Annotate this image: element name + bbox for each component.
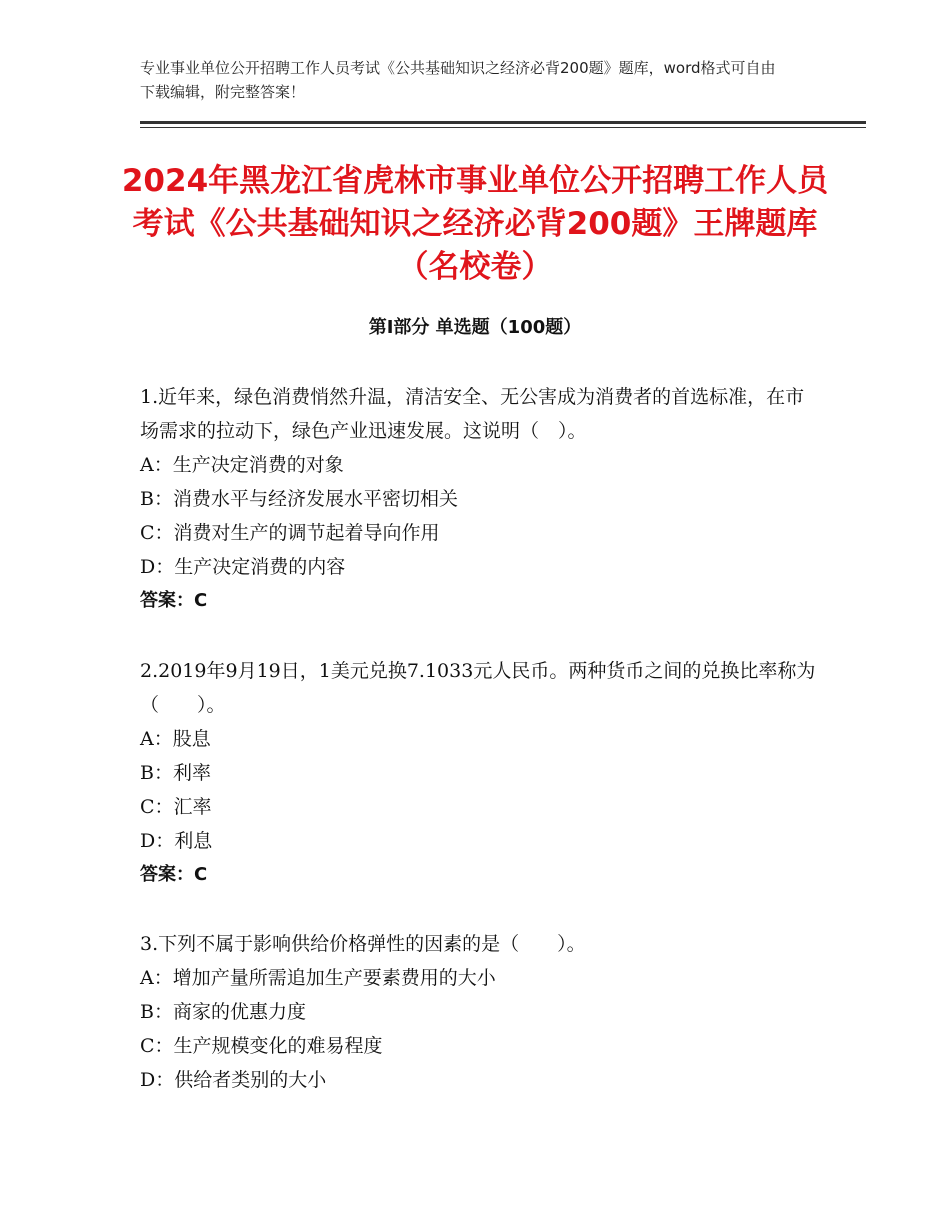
- header-divider-thin: [140, 127, 866, 128]
- option-b: B：消费水平与经济发展水平密切相关: [140, 488, 458, 510]
- header-divider-thick: [140, 121, 866, 124]
- question-1: [140, 380, 820, 618]
- section-heading: 第Ⅰ部分 单选题（100题）: [368, 317, 582, 338]
- option-a: A：生产决定消费的对象: [140, 454, 344, 476]
- option-d: D：供给者类别的大小: [140, 1069, 327, 1091]
- question-stem: 1.近年来，绿色消费悄然升温，清洁安全、无公害成为消费者的首选标准，在市场需求的拉动下，绿色产业迅速发展。这说明（ ）。: [140, 386, 805, 442]
- header-note: 专业事业单位公开招聘工作人员考试《公共基础知识之经济必背200题》题库，word格式可自由下载编辑，附完整答案！: [140, 59, 776, 101]
- question-2: [140, 654, 820, 892]
- option-b: B：商家的优惠力度: [140, 1001, 306, 1023]
- answer: 答案：C: [140, 864, 208, 885]
- option-d: D：利息: [140, 830, 213, 852]
- option-d: D：生产决定消费的内容: [140, 556, 346, 578]
- question-stem: 3.下列不属于影响供给价格弹性的因素的是（ ）。: [140, 933, 586, 955]
- option-b: B：利率: [140, 762, 211, 784]
- option-c: C：生产规模变化的难易程度: [140, 1035, 383, 1057]
- option-c: C：消费对生产的调节起着导向作用: [140, 522, 440, 544]
- document-title: 2024年黑龙江省虎林市事业单位公开招聘工作人员考试《公共基础知识之经济必背200题》王牌题库（名校卷）: [121, 163, 829, 285]
- option-c: C：汇率: [140, 796, 212, 818]
- answer: 答案：C: [140, 590, 208, 611]
- option-a: A：增加产量所需追加生产要素费用的大小: [140, 967, 496, 989]
- option-a: A：股息: [140, 728, 211, 750]
- question-stem: 2.2019年9月19日，1美元兑换7.1033元人民币。两种货币之间的兑换比率称为（ ）。: [140, 660, 816, 716]
- question-3: [140, 927, 820, 1097]
